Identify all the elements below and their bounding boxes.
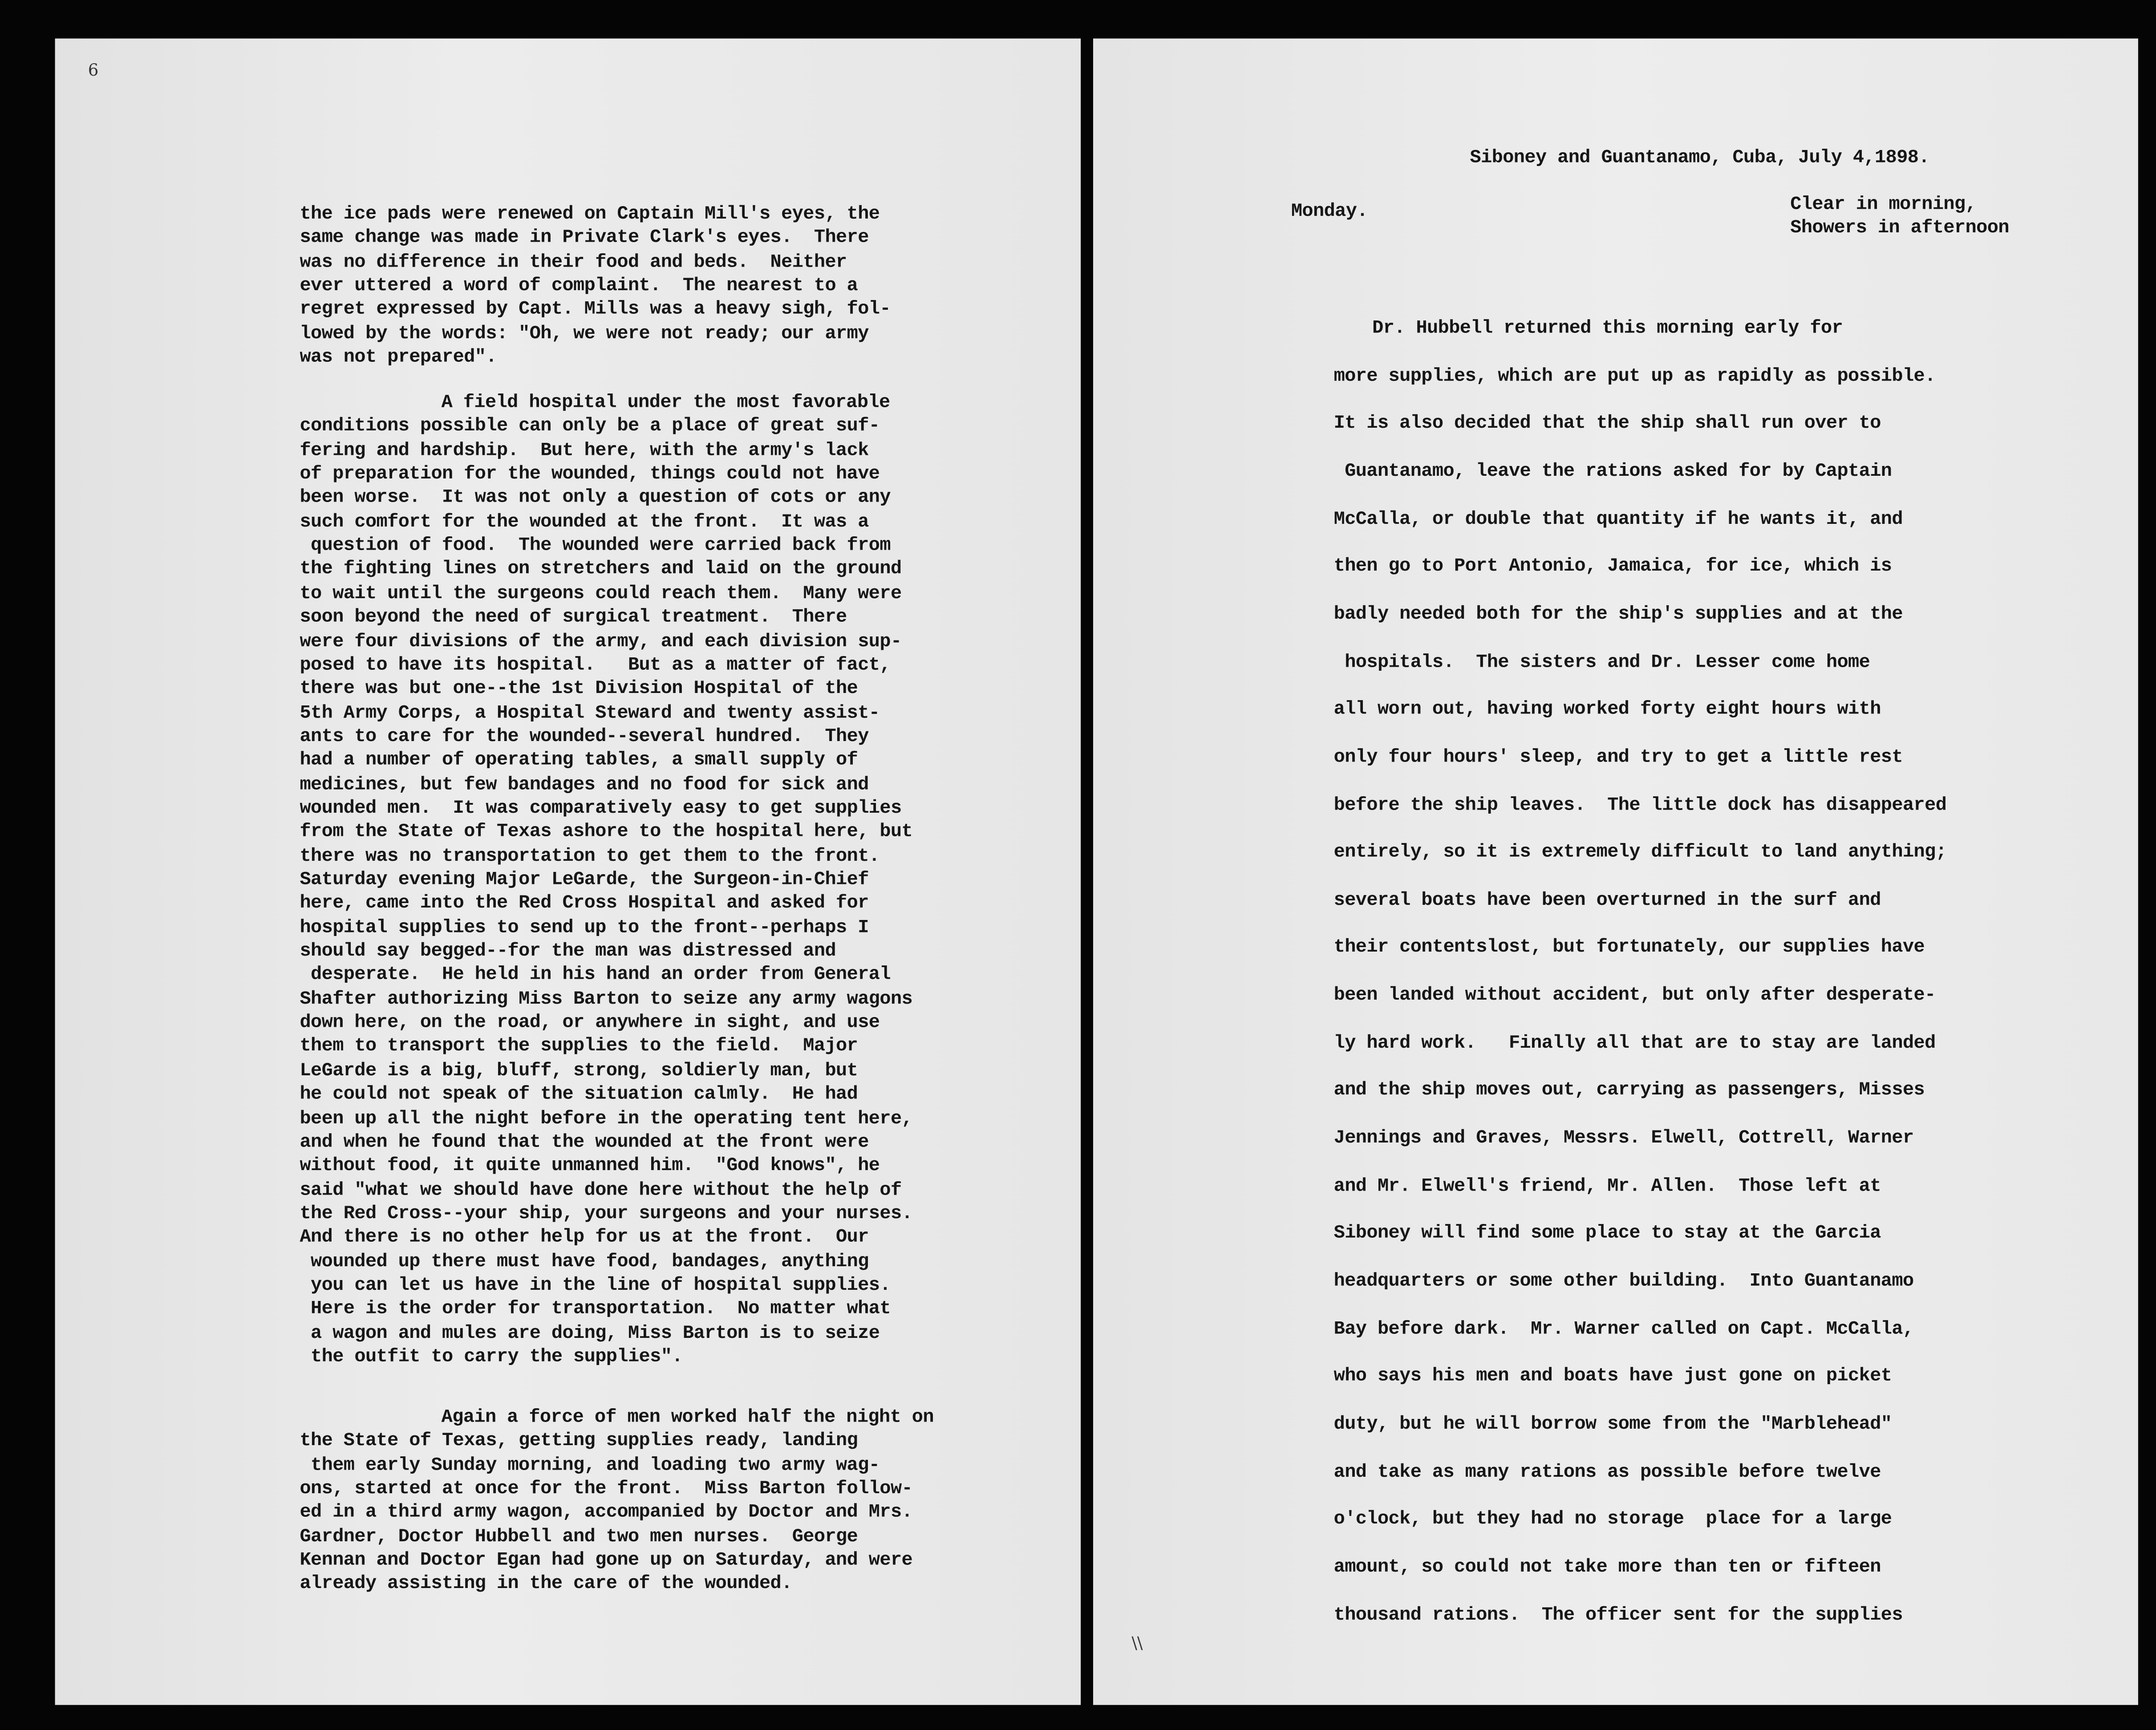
text-line: ever uttered a word of complaint. The nearest to a [300, 276, 858, 297]
text-line: and Mr. Elwell's friend, Mr. Allen. Those left at [1333, 1176, 1881, 1197]
text-line: then go to Port Antonio, Jamaica, for ice, which is [1333, 557, 1892, 578]
text-line: already assisting in the care of the wounded. [300, 1575, 792, 1596]
text-line: without food, it quite unmanned him. "God knows", he [300, 1156, 880, 1178]
text-line: them to transport the supplies to the field. Major [300, 1037, 858, 1058]
text-line: all worn out, having worked forty eight hours with [1333, 700, 1881, 721]
text-line: and take as many rations as possible before twelve [1333, 1462, 1881, 1483]
text-line: had a number of operating tables, a small supply of [300, 751, 858, 772]
text-line: regret expressed by Capt. Mills was a heavy sigh, fol- [300, 300, 891, 321]
text-line: duty, but he will borrow some from the "Marblehead" [1333, 1414, 1892, 1436]
text-line: should say begged--for the man was distressed and [300, 942, 836, 963]
text-line: badly needed both for the ship's supplies and at the [1333, 604, 1903, 626]
text-line: Guantanamo, leave the rations asked for by Captain [1333, 462, 1892, 483]
text-line: from the State of Texas ashore to the hospital here, but [300, 822, 913, 843]
text-line: was not prepared". [300, 348, 497, 369]
corner-mark: 6 [88, 60, 99, 80]
text-line: It is also decided that the ship shall run over to [1333, 414, 1881, 435]
text-line: soon beyond the need of surgical treatment. There [300, 608, 847, 629]
text-line: of preparation for the wounded, things could not have [300, 465, 880, 486]
text-line: the outfit to carry the supplies". [300, 1347, 683, 1368]
left-page [55, 39, 1081, 1705]
text-line: conditions possible can only be a place of great suf- [300, 417, 880, 438]
text-line: McCalla, or double that quantity if he wants it, and [1333, 509, 1903, 531]
text-line: the ice pads were renewed on Captain Mill's eyes, the [300, 205, 880, 226]
text-line: Again a force of men worked half the night on [441, 1408, 934, 1429]
text-line: was no difference in their food and beds. Neither [300, 252, 847, 273]
bottom-mark: \\ [1131, 1633, 1143, 1653]
text-line: Here is the order for transportation. No matter what [300, 1300, 891, 1321]
text-line: Jennings and Graves, Messrs. Elwell, Cottrell, Warner [1333, 1129, 1914, 1150]
text-line: Kennan and Doctor Egan had gone up on Saturday, and were [300, 1551, 913, 1572]
text-line: the Red Cross--your ship, your surgeons and your nurses. [300, 1204, 913, 1225]
text-line: fering and hardship. But here, with the army's lack [300, 441, 869, 462]
text-line: and the ship moves out, carrying as passengers, Misses [1333, 1081, 1925, 1102]
text-line: ly hard work. Finally all that are to stay are landed [1333, 1033, 1936, 1054]
text-line: there was but one--the 1st Division Hospital of the [300, 679, 858, 701]
text-line: Saturday evening Major LeGarde, the Surgeon-in-Chief [300, 870, 869, 891]
text-line: to wait until the surgeons could reach them. Many were [300, 584, 902, 605]
text-line: and when he found that the wounded at the front were [300, 1133, 869, 1154]
text-line: only four hours' sleep, and try to get a little rest [1333, 748, 1903, 769]
text-line: down here, on the road, or anywhere in sight, and use [300, 1013, 880, 1034]
text-line: headquarters or some other building. Into Guantanamo [1333, 1272, 1914, 1292]
text-line: said "what we should have done here without the help of [300, 1180, 902, 1201]
text-line: before the ship leaves. The little dock has disappeared [1333, 795, 1947, 816]
text-line: A field hospital under the most favorable [441, 393, 890, 414]
text-line: there was no transportation to get them to the front. [300, 846, 880, 867]
text-line: such comfort for the wounded at the front. It was a [300, 512, 869, 533]
text-line: Gardner, Doctor Hubbell and two men nurses. George [300, 1527, 858, 1548]
text-line: were four divisions of the army, and each division sup- [300, 632, 902, 652]
text-line: wounded men. It was comparatively easy to get supplies [300, 798, 902, 820]
text-line: he could not speak of the situation calmly. He had [300, 1085, 858, 1106]
text-line: who says his men and boats have just gone on picket [1333, 1367, 1892, 1388]
text-line: And there is no other help for us at the front. Our [300, 1228, 869, 1249]
place-date: Siboney and Guantanamo, Cuba, July 4,1898. [1470, 148, 1929, 169]
text-line: been worse. It was not only a question of cots or any [300, 488, 891, 510]
text-line: Shafter authorizing Miss Barton to seize any army wagons [300, 989, 913, 1010]
text-line: ons, started at once for the front. Miss Barton follow- [300, 1479, 913, 1500]
text-line: same change was made in Private Clark's eyes. There [300, 228, 869, 250]
text-line: been up all the night before in the operating tent here, [300, 1109, 913, 1130]
text-line: been landed without accident, but only after desperate- [1333, 986, 1936, 1007]
day-label: Monday. [1291, 202, 1368, 223]
text-line: entirely, so it is extremely difficult to land anything; [1333, 843, 1947, 864]
text-line: lowed by the words: "Oh, we were not ready; our army [300, 324, 869, 345]
text-line: hospital supplies to send up to the front--perhaps I [300, 918, 869, 939]
text-line: hospitals. The sisters and Dr. Lesser come home [1333, 652, 1870, 673]
right-page [1093, 39, 2138, 1705]
text-line: posed to have its hospital. But as a matter of fact, [300, 656, 891, 677]
text-line: the fighting lines on stretchers and laid on the ground [300, 560, 902, 581]
text-line: desperate. He held in his hand an order from General [300, 965, 891, 987]
text-line: amount, so could not take more than ten or fifteen [1333, 1557, 1881, 1579]
text-line: thousand rations. The officer sent for the supplies [1333, 1605, 1903, 1626]
text-line: the State of Texas, getting supplies ready, landing [300, 1432, 858, 1453]
text-line: Siboney will find some place to stay at the Garcia [1333, 1224, 1881, 1245]
text-line: ants to care for the wounded--several hundred. They [300, 727, 869, 748]
text-line: them early Sunday morning, and loading two army wag- [300, 1455, 880, 1476]
weather-line-2: Showers in afternoon [1790, 219, 2009, 239]
text-line: you can let us have in the line of hospital supplies. [300, 1276, 891, 1297]
text-line: question of food. The wounded were carried back from [300, 536, 891, 557]
text-line: Bay before dark. Mr. Warner called on Capt. McCalla, [1333, 1319, 1914, 1340]
text-line: Dr. Hubbell returned this morning early for [1372, 319, 1843, 340]
weather-line-1: Clear in morning, [1790, 195, 1977, 216]
text-line: here, came into the Red Cross Hospital and asked for [300, 894, 869, 915]
text-line: several boats have been overturned in the surf and [1333, 891, 1881, 912]
text-line: LeGarde is a big, bluff, strong, soldierly man, but [300, 1061, 858, 1082]
text-line: o'clock, but they had no storage place for a large [1333, 1510, 1892, 1531]
text-line: 5th Army Corps, a Hospital Steward and twenty assist- [300, 703, 880, 724]
text-line: more supplies, which are put up as rapidly as possible. [1333, 366, 1936, 388]
text-line: wounded up there must have food, bandages, anything [300, 1252, 869, 1273]
text-line: a wagon and mules are doing, Miss Barton is to seize [300, 1323, 880, 1345]
text-line: ed in a third army wagon, accompanied by Doctor and Mrs. [300, 1503, 913, 1524]
text-line: medicines, but few bandages and no food for sick and [300, 775, 869, 796]
text-line: their contentslost, but fortunately, our supplies have [1333, 938, 1925, 959]
